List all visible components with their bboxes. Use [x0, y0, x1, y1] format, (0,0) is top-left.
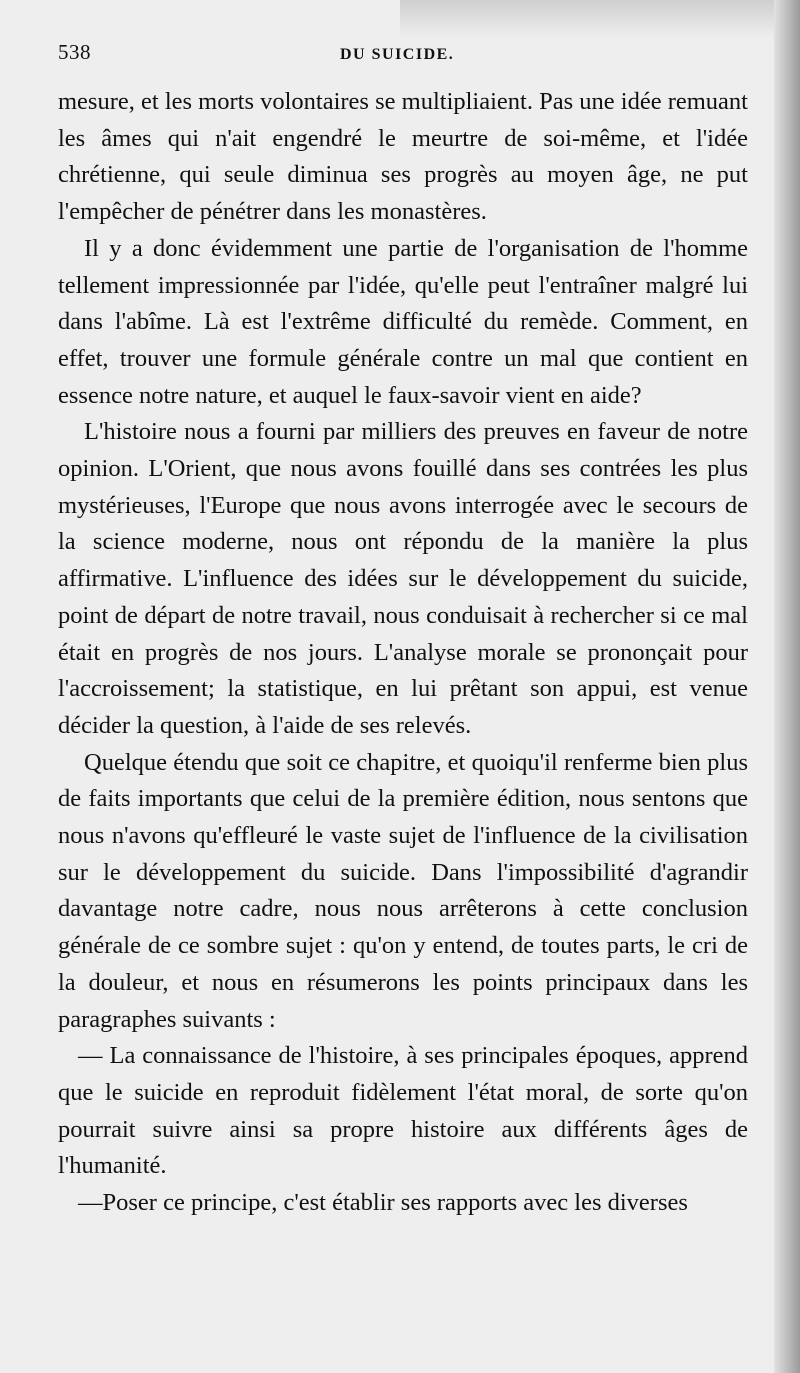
paragraph: Il y a donc évidemment une partie de l'organisation de l'homme tellement impressionnée par l'idée, qu'elle peut l'entraîner malgré lui dans l'abîme. Là est l'extrême difficulté du remède. Comment, en effet, trouver une formule générale contre un mal que contient en essence notre nature, et auquel le faux-savoir vient en aide?: [58, 234, 748, 409]
page-shadow-top: [400, 0, 800, 38]
page-edge-shadow: [774, 0, 800, 1373]
page-header: [58, 40, 748, 80]
running-head: DU SUICIDE.: [340, 46, 455, 63]
body-text: [58, 84, 748, 1222]
paragraph: Quelque étendu que soit ce chapitre, et quoiqu'il renferme bien plus de faits importants que celui de la première édition, nous sentons que nous n'avons qu'effleuré le vaste sujet de l'influence de la civilisation sur le développement du suicide. Dans l'impossibilité d'agrandir davantage notre cadre, nous nous arrêterons à cette conclusion générale de ce sombre sujet : qu'on y entend, de toutes parts, le cri de la douleur, et nous en résumerons les points principaux dans les paragraphes suivants :: [58, 748, 748, 1033]
page-number: 538: [58, 40, 91, 64]
paragraph: — La connaissance de l'histoire, à ses principales époques, apprend que le suicide en reproduit fidèlement l'état moral, de sorte qu'on pourrait suivre ainsi sa propre histoire aux différents âges de l'humanité.: [58, 1042, 748, 1180]
paragraph: —Poser ce principe, c'est établir ses rapports avec les diverses: [78, 1189, 688, 1217]
paragraph: mesure, et les morts volontaires se multipliaient. Pas une idée remuant les âmes qui n'ait engendré le meurtre de soi-même, et l'idée chrétienne, qui seule diminua ses progrès au moyen âge, ne put l'empêcher de pénétrer dans les monastères.: [58, 88, 748, 226]
paragraph: L'histoire nous a fourni par milliers des preuves en faveur de notre opinion. L'Orient, que nous avons fouillé dans ses contrées les plus mystérieuses, l'Europe que nous avons interrogée avec le secours de la science moderne, nous ont répondu de la manière la plus affirmative. L'influence des idées sur le développement du suicide, point de départ de notre travail, nous conduisait à rechercher si ce mal était en progrès de nos jours. L'analyse morale se prononçait pour l'accroissement; la statistique, en lui prêtant son appui, est venue décider la question, à l'aide de ses relevés.: [58, 418, 748, 739]
